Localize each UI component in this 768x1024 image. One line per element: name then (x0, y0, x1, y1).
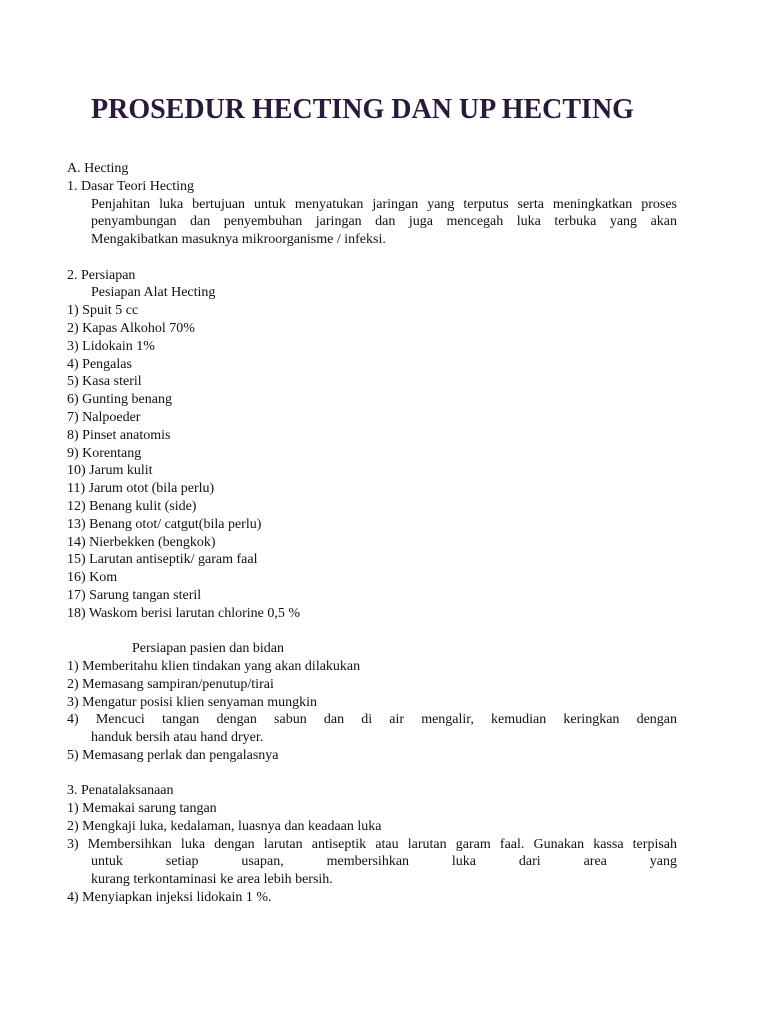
list-item: 18) Waskom berisi larutan chlorine 0,5 % (67, 605, 301, 621)
list-item (67, 836, 677, 889)
alat-list (67, 302, 677, 622)
list-item: 14) Nierbekken (bengkok) (67, 534, 216, 550)
list-item: 8) Pinset anatomis (67, 427, 171, 443)
list-item-line: 4) Mencuci tangan dengan sabun dan di air mengalir, kemudian keringkan dengan (67, 712, 677, 728)
list-item: 4) Pengalas (67, 356, 132, 372)
list-item: 10) Jarum kulit (67, 463, 153, 479)
list-item-line: handuk bersih atau hand dryer. (91, 730, 264, 746)
list-item: 2) Memasang sampiran/penutup/tirai (67, 676, 274, 692)
list-item: 17) Sarung tangan steril (67, 587, 202, 603)
list-item-line: kurang terkontaminasi ke area lebih bersih. (91, 872, 333, 888)
list-item: 11) Jarum otot (bila perlu) (67, 481, 215, 497)
dasar-teori-paragraph (67, 196, 677, 249)
list-item: 5) Kasa steril (67, 374, 142, 390)
paragraph-line: Mengakibatkan masuknya mikroorganisme / infeksi. (91, 232, 386, 248)
list-item: 3) Mengatur posisi klien senyaman mungkin (67, 694, 318, 710)
page-title: PROSEDUR HECTING DAN UP HECTING (91, 94, 634, 125)
pasien-heading: Persiapan pasien dan bidan (132, 641, 285, 657)
list-item: 5) Memasang perlak dan pengalasnya (67, 747, 279, 763)
list-item: 7) Nalpoeder (67, 409, 141, 425)
paragraph-line: Penjahitan luka bertujuan untuk menyatukan jaringan yang terputus serta meningkatkan proses (91, 196, 677, 212)
list-item: 2) Kapas Alkohol 70% (67, 320, 195, 336)
list-item: 15) Larutan antiseptik/ garam faal (67, 552, 258, 568)
paragraph-line: penyambungan dan penyembuhan jaringan dan juga mencegah luka terbuka yang akan (91, 214, 677, 230)
document-body (67, 160, 677, 907)
list-item-line: untuk setiap usapan, membersihkan luka dari area yang (91, 854, 677, 870)
penatalaksanaan-list (67, 800, 677, 907)
list-item-line: 3) Membersihkan luka dengan larutan antiseptik atau larutan garam faal. Gunakan kassa terpisah (67, 836, 677, 852)
list-item: 13) Benang otot/ catgut(bila perlu) (67, 516, 262, 532)
section-2-heading: 2. Persiapan (67, 267, 136, 283)
list-item: 2) Mengkaji luka, kedalaman, luasnya dan keadaan luka (67, 818, 382, 834)
list-item: 1) Memakai sarung tangan (67, 801, 217, 817)
section-3-heading: 3. Penatalaksanaan (67, 783, 174, 799)
section-1-heading: 1. Dasar Teori Hecting (67, 178, 195, 194)
alat-heading: Pesiapan Alat Hecting (91, 285, 216, 301)
list-item: 6) Gunting benang (67, 392, 172, 408)
pasien-list (67, 658, 677, 765)
list-item: 1) Spuit 5 cc (67, 303, 139, 319)
list-item (67, 711, 677, 747)
list-item: 9) Korentang (67, 445, 142, 461)
list-item: 1) Memberitahu klien tindakan yang akan dilakukan (67, 658, 361, 674)
list-item: 4) Menyiapkan injeksi lidokain 1 %. (67, 890, 272, 906)
list-item: 3) Lidokain 1% (67, 338, 155, 354)
section-a-heading: A. Hecting (67, 161, 129, 176)
list-item: 12) Benang kulit (side) (67, 498, 197, 514)
list-item: 16) Kom (67, 570, 118, 586)
